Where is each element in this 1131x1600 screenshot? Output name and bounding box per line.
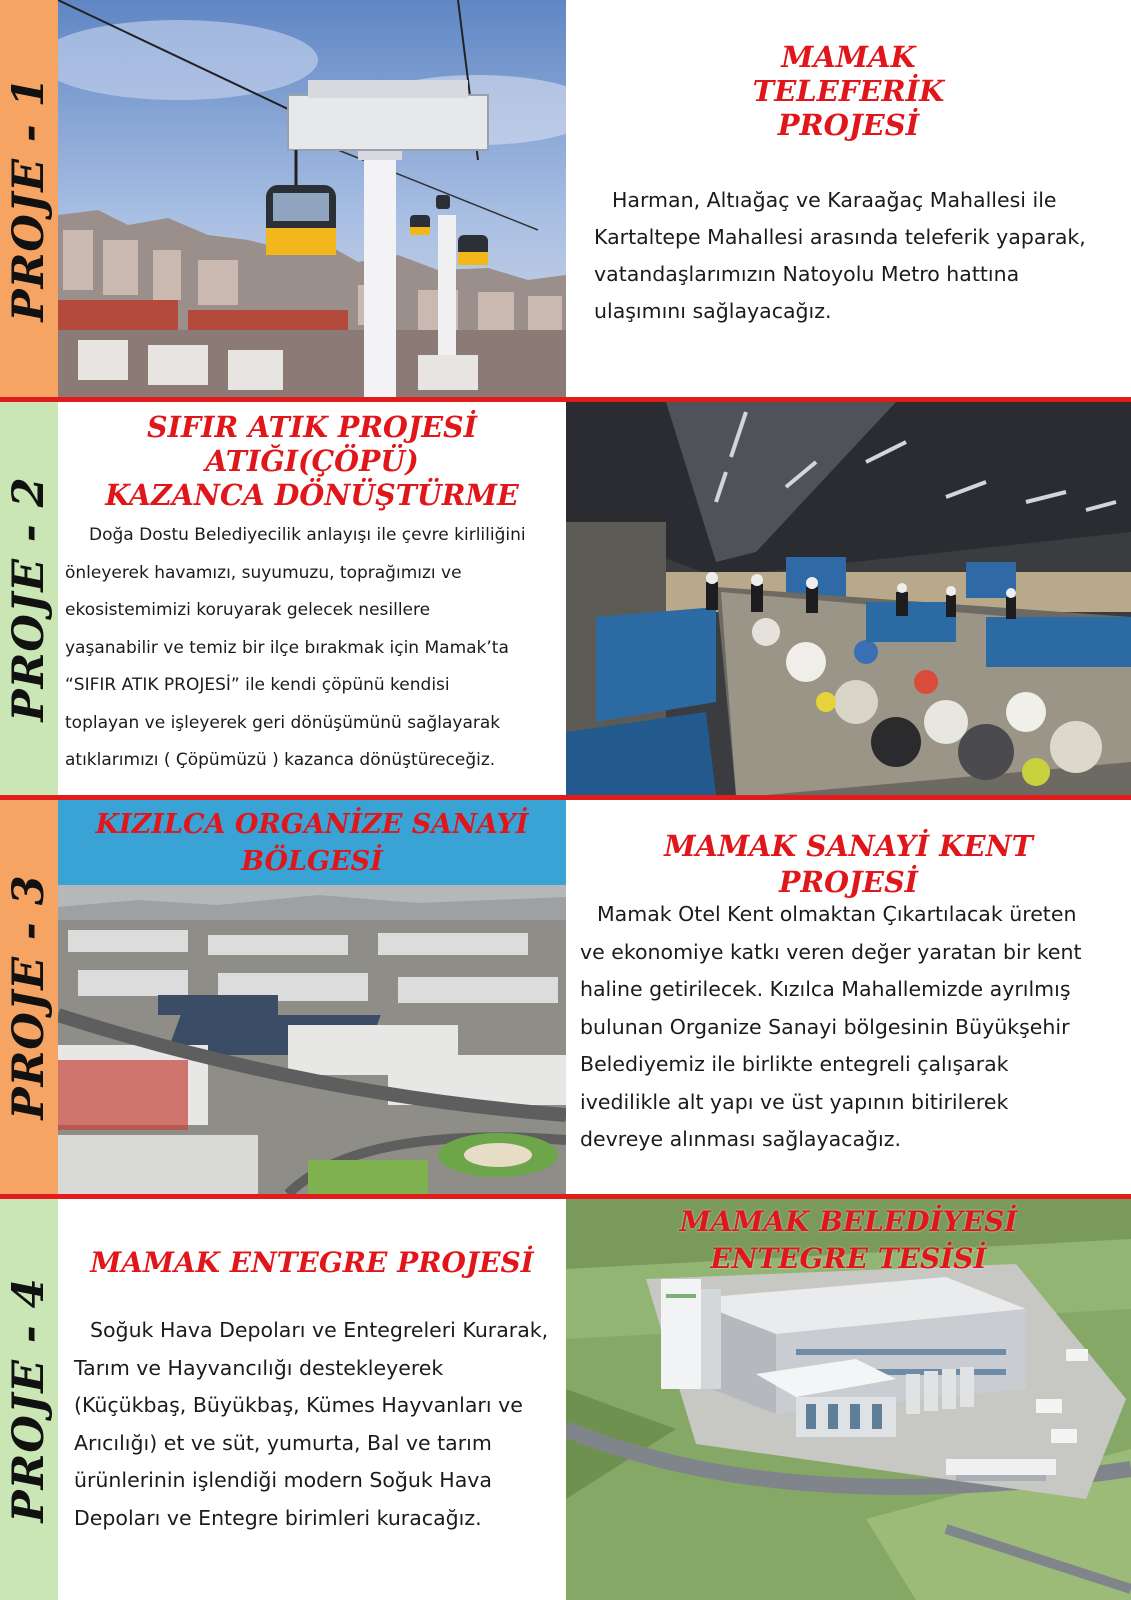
project-3-side-tab (0, 800, 58, 1194)
project-2-side-label: PROJE - 2 (4, 475, 54, 722)
project-4-description: Soğuk Hava Depoları ve Entegreleri Kurarak, Tarım ve Hayvancılığı destekleyerek (Küçükbaş, Büyükbaş, Kümes Hayvanları ve Arıcılığı) et ve süt, yumurta, Bal ve tarım ürünlerinin işlendiği modern Soğuk Hava Depoları ve Entegre birimleri kuracağız. (74, 1318, 549, 1530)
project-2-description: Doğa Dostu Belediyecilik anlayışı ile çevre kirliliğini önleyerek havamızı, suyumuzu, toprağımızı ve ekosistemimizi koruyarak gelecek nesillere yaşanabilir ve temiz bir ilçe bırakmak için Mamak’ta “SIFIR ATIK PROJESİ” ile kendi çöpünü kendisi toplayan ve işleyerek geri dönüşümünü sağlayarak atıklarımızı ( Çöpümüzü ) kazanca dönüştüreceğiz. (65, 525, 526, 770)
project-1-section (0, 0, 1131, 397)
project-4-section (0, 1199, 1131, 1600)
project-1-description: Harman, Altıağaç ve Karaağaç Mahallesi ile Kartaltepe Mahallesi arasında teleferik yaparak, vatandaşlarımızın Natoyolu Metro hattına ulaşımını sağlayacağız. (594, 188, 1086, 323)
project-2-section (0, 402, 1131, 795)
project-3-title: MAMAK SANAYİ KENT PROJESİ (664, 829, 1033, 899)
project-3-side-label: PROJE - 3 (4, 874, 54, 1120)
project-1-title: MAMAK TELEFERİK PROJESİ (752, 40, 945, 143)
project-1-side-label: PROJE - 1 (4, 75, 54, 322)
project-3-section (0, 800, 1131, 1194)
project-3-description: Mamak Otel Kent olmaktan Çıkartılacak üreten ve ekonomiye katkı veren değer yaratan bir kent haline getirilecek. Kızılca Mahallemizde ayrılmış bulunan Organize Sanayi bölgesinin Büyükşehir Belediyemiz ile birlikte entegreli çalışarak ivedilikle alt yapı ve üst yapının bitirilerek devreye alınması sağlayacağız. (580, 902, 1082, 1151)
project-2-title: SIFIR ATIK PROJESİ ATIĞI(ÇÖPÜ) KAZANCA DÖNÜŞTÜRME (105, 410, 519, 512)
industrial-zone-photo (58, 885, 566, 1194)
project-2-side-tab (0, 402, 58, 795)
cable-car-photo (58, 0, 566, 397)
project-4-side-label: PROJE - 4 (4, 1276, 54, 1523)
project-4-side-tab (0, 1199, 58, 1600)
recycling-facility-photo (566, 402, 1131, 795)
project-4-title: MAMAK ENTEGRE PROJESİ (90, 1246, 534, 1279)
osb-image-caption: KIZILCA ORGANİZE SANAYİ BÖLGESİ (95, 809, 529, 877)
project-1-side-tab (0, 0, 58, 397)
facility-image-caption: MAMAK BELEDİYESİ ENTEGRE TESİSİ (679, 1205, 1018, 1275)
